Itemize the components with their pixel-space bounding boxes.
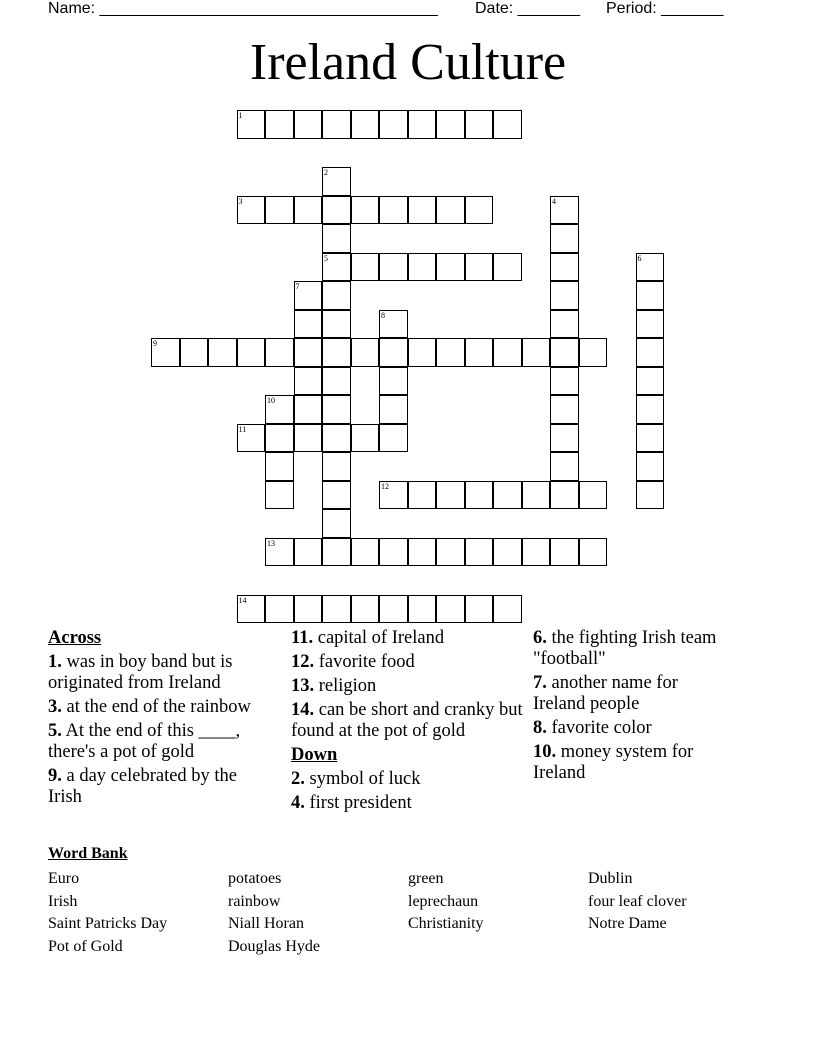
- crossword-cell[interactable]: [550, 281, 579, 310]
- crossword-cell[interactable]: [493, 338, 522, 367]
- crossword-cell[interactable]: [408, 595, 437, 624]
- clue-number: 1: [238, 111, 243, 120]
- word-bank-title: Word Bank: [48, 845, 128, 862]
- crossword-cell[interactable]: [636, 367, 665, 396]
- crossword-cell[interactable]: [237, 338, 266, 367]
- clue-across-14: 14. can be short and cranky but found at the pot of gold: [291, 700, 523, 741]
- word-bank-word: Saint Patricks Day: [48, 915, 168, 932]
- crossword-cell[interactable]: [322, 196, 351, 225]
- crossword-cell[interactable]: [237, 110, 266, 139]
- clue-across-9: 9. a day celebrated by the Irish: [48, 766, 238, 807]
- crossword-cell[interactable]: [294, 538, 323, 567]
- crossword-cell[interactable]: [408, 538, 437, 567]
- word-bank-word: potatoes: [228, 870, 282, 887]
- crossword-cell[interactable]: [522, 538, 551, 567]
- crossword-cell[interactable]: [408, 338, 437, 367]
- crossword-cell[interactable]: [550, 395, 579, 424]
- crossword-cell[interactable]: [465, 253, 494, 282]
- crossword-cell[interactable]: [322, 338, 351, 367]
- clue-number: 5: [324, 253, 328, 263]
- crossword-cell[interactable]: [465, 481, 494, 510]
- crossword-cell[interactable]: [579, 481, 608, 510]
- crossword-cell[interactable]: [351, 595, 380, 624]
- clue-across-11: 11. capital of Ireland: [291, 628, 445, 648]
- crossword-cell[interactable]: [294, 310, 323, 339]
- word-bank-word: Douglas Hyde: [228, 937, 320, 955]
- clue-number: 13: [267, 538, 275, 548]
- clue-number: 2: [324, 168, 328, 177]
- crossword-cell[interactable]: [579, 338, 608, 367]
- word-bank-word: Irish: [48, 892, 78, 910]
- crossword-cell[interactable]: [351, 253, 380, 282]
- crossword-cell[interactable]: [294, 367, 323, 396]
- clue-across-12: 12. favorite food: [291, 652, 415, 672]
- crossword-cell[interactable]: [379, 367, 408, 396]
- crossword-cell[interactable]: [436, 196, 465, 225]
- clue-across-13: 13. religion: [291, 676, 377, 696]
- crossword-cell[interactable]: [265, 595, 294, 624]
- crossword-cell[interactable]: [522, 338, 551, 367]
- crossword-cell[interactable]: [322, 281, 351, 310]
- clue-down-7: 7. another name for Ireland people: [533, 673, 678, 714]
- crossword-cell[interactable]: [493, 481, 522, 510]
- crossword-cell[interactable]: [465, 196, 494, 225]
- crossword-cell[interactable]: [379, 538, 408, 567]
- clue-down-8: 8. favorite color: [533, 718, 652, 738]
- word-bank-word: rainbow: [228, 892, 281, 910]
- word-bank-word: Notre Dame: [588, 915, 667, 932]
- crossword-cell[interactable]: [322, 367, 351, 396]
- crossword-cell[interactable]: [322, 424, 351, 453]
- crossword-cell[interactable]: [379, 110, 408, 139]
- crossword-cell[interactable]: [550, 310, 579, 339]
- crossword-cell[interactable]: [493, 110, 522, 139]
- across-heading: Across: [48, 628, 102, 648]
- crossword-cell[interactable]: [550, 481, 579, 510]
- clue-across-5: 5. At the end of this ____, there's a pot of gold: [48, 721, 241, 762]
- word-bank-word: Niall Horan: [228, 915, 304, 932]
- page-title: Ireland Culture: [249, 34, 567, 91]
- clue-number: 14: [238, 595, 247, 605]
- crossword-cell[interactable]: [265, 395, 294, 424]
- crossword-cell[interactable]: [379, 310, 408, 339]
- crossword-cell[interactable]: [636, 452, 665, 481]
- clue-number: 7: [295, 282, 300, 291]
- word-bank-word: four leaf clover: [588, 892, 687, 910]
- crossword-cell[interactable]: [550, 224, 579, 253]
- crossword-cell[interactable]: [265, 110, 294, 139]
- crossword-cell[interactable]: [294, 281, 323, 310]
- crossword-cell[interactable]: [550, 452, 579, 481]
- crossword-cell[interactable]: [379, 595, 408, 624]
- clue-number: 3: [238, 196, 243, 206]
- crossword-cell[interactable]: [322, 481, 351, 510]
- crossword-cell[interactable]: [294, 196, 323, 225]
- word-bank-word: green: [408, 870, 444, 887]
- crossword-cell[interactable]: [636, 338, 665, 367]
- crossword-cell[interactable]: [379, 338, 408, 367]
- crossword-cell[interactable]: [636, 310, 665, 339]
- clue-number: 11: [238, 424, 247, 434]
- crossword-cell[interactable]: [522, 481, 551, 510]
- word-bank-word: Dublin: [588, 870, 633, 887]
- word-bank-word: Euro: [48, 870, 80, 887]
- crossword-cell[interactable]: [322, 253, 351, 282]
- crossword-cell[interactable]: [351, 538, 380, 567]
- clue-number: 10: [267, 396, 275, 405]
- crossword-cell[interactable]: [351, 110, 380, 139]
- crossword-cell[interactable]: [265, 538, 294, 567]
- crossword-cell[interactable]: [550, 253, 579, 282]
- down-heading: Down: [291, 745, 338, 765]
- crossword-cell[interactable]: [265, 452, 294, 481]
- clue-down-2: 2. symbol of luck: [291, 769, 421, 789]
- name-field[interactable]: Name: ______________________________________: [48, 0, 438, 17]
- crossword-cell[interactable]: [379, 395, 408, 424]
- crossword-cell[interactable]: [436, 338, 465, 367]
- crossword-cell[interactable]: [550, 196, 579, 225]
- crossword-cell[interactable]: [408, 196, 437, 225]
- crossword-cell[interactable]: [237, 424, 266, 453]
- crossword-cell[interactable]: [636, 395, 665, 424]
- crossword-cell[interactable]: [465, 595, 494, 624]
- clue-down-10: 10. money system for Ireland: [533, 742, 694, 783]
- crossword-cell[interactable]: [550, 338, 579, 367]
- crossword-cell[interactable]: [265, 424, 294, 453]
- crossword-cell[interactable]: [436, 110, 465, 139]
- crossword-cell[interactable]: [465, 338, 494, 367]
- crossword-cell[interactable]: [322, 595, 351, 624]
- crossword-cell[interactable]: [351, 338, 380, 367]
- crossword-cell[interactable]: [550, 424, 579, 453]
- crossword-cell[interactable]: [379, 424, 408, 453]
- crossword-cell[interactable]: [636, 253, 665, 282]
- clue-number: 6: [637, 253, 642, 263]
- clue-down-4: 4. first president: [291, 793, 412, 813]
- word-bank-column: [228, 868, 408, 958]
- clue-number: 4: [552, 196, 556, 206]
- crossword-cell[interactable]: [436, 595, 465, 624]
- word-bank-word: Pot of Gold: [48, 937, 123, 955]
- crossword-cell[interactable]: [322, 224, 351, 253]
- crossword-cell[interactable]: [265, 481, 294, 510]
- word-bank-word: Christianity: [408, 915, 484, 932]
- crossword-cell[interactable]: [550, 367, 579, 396]
- clues-column-2: [291, 628, 523, 817]
- date-field[interactable]: Date: _______: [475, 0, 580, 17]
- crossword-cell[interactable]: [436, 481, 465, 510]
- across-clues-column-1: [48, 628, 273, 811]
- period-field[interactable]: Period: _______: [606, 0, 724, 17]
- crossword-cell[interactable]: [408, 481, 437, 510]
- crossword-cell[interactable]: [322, 509, 351, 538]
- crossword-cell[interactable]: [636, 481, 665, 510]
- crossword-cell[interactable]: [636, 424, 665, 453]
- crossword-cell[interactable]: [493, 538, 522, 567]
- crossword-cell[interactable]: [379, 481, 408, 510]
- crossword-cell[interactable]: [351, 196, 380, 225]
- clue-down-6: 6. the fighting Irish team "football": [533, 628, 717, 669]
- crossword-cell[interactable]: [151, 338, 180, 367]
- crossword-cell[interactable]: [322, 538, 351, 567]
- crossword-cell[interactable]: [265, 338, 294, 367]
- crossword-cell[interactable]: [465, 538, 494, 567]
- crossword-cell[interactable]: [493, 595, 522, 624]
- crossword-cell[interactable]: [237, 196, 266, 225]
- crossword-cell[interactable]: [294, 395, 323, 424]
- crossword-cell[interactable]: [208, 338, 237, 367]
- crossword-cell[interactable]: [322, 452, 351, 481]
- word-bank-word: leprechaun: [408, 892, 479, 910]
- word-bank-column: [408, 868, 588, 936]
- crossword-cell[interactable]: [351, 424, 380, 453]
- crossword-cell[interactable]: [436, 253, 465, 282]
- clue-across-1: 1. was in boy band but is originated from Ireland: [48, 652, 233, 693]
- crossword-cell[interactable]: [322, 110, 351, 139]
- clue-number: 12: [381, 481, 389, 491]
- clue-across-3: 3. at the end of the rainbow: [48, 697, 251, 717]
- crossword-cell[interactable]: [493, 253, 522, 282]
- crossword-cell[interactable]: [408, 110, 437, 139]
- crossword-cell[interactable]: [322, 395, 351, 424]
- crossword-cell[interactable]: [379, 196, 408, 225]
- crossword-cell[interactable]: [636, 281, 665, 310]
- crossword-cell[interactable]: [465, 110, 494, 139]
- crossword-cell[interactable]: [408, 253, 437, 282]
- crossword-cell[interactable]: [237, 595, 266, 624]
- crossword-cell[interactable]: [322, 167, 351, 196]
- crossword-cell[interactable]: [180, 338, 209, 367]
- crossword-cell[interactable]: [294, 110, 323, 139]
- crossword-cell[interactable]: [294, 338, 323, 367]
- crossword-cell[interactable]: [322, 310, 351, 339]
- crossword-cell[interactable]: [550, 538, 579, 567]
- clue-number: 8: [381, 310, 385, 320]
- crossword-cell[interactable]: [579, 538, 608, 567]
- clue-number: 9: [153, 339, 157, 348]
- word-bank-column: [588, 868, 768, 936]
- crossword-cell[interactable]: [265, 196, 294, 225]
- crossword-cell[interactable]: [436, 538, 465, 567]
- crossword-cell[interactable]: [294, 595, 323, 624]
- crossword-cell[interactable]: [379, 253, 408, 282]
- down-clues-column-3: [533, 628, 733, 787]
- word-bank-column: [48, 868, 228, 958]
- crossword-cell[interactable]: [294, 424, 323, 453]
